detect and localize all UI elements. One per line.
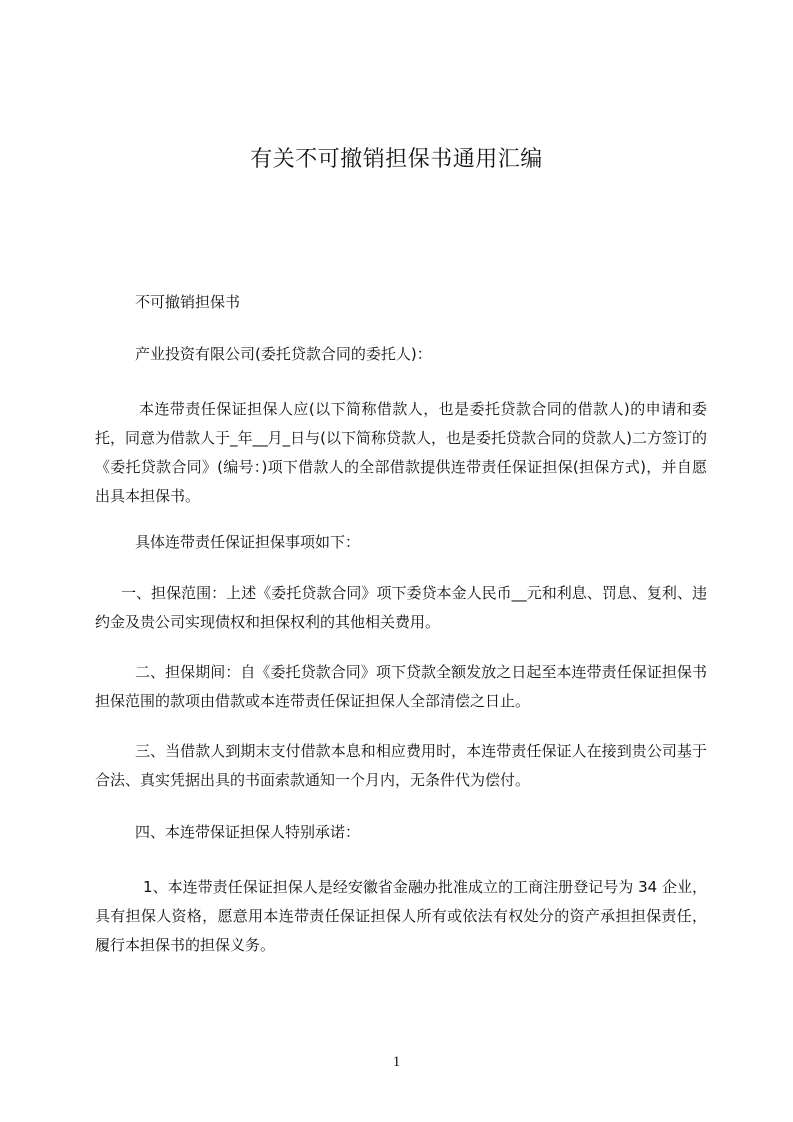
- addressee: 产业投资有限公司(委托贷款合同的委托人)：: [135, 345, 432, 363]
- document-title: 有关不可撤销担保书通用汇编: [250, 147, 543, 172]
- subtitle: 不可撤销担保书: [135, 293, 241, 311]
- intro-paragraph: 本连带责任保证担保人应(以下简称借款人，也是委托贷款合同的借款人)的申请和委托，同意为借款人于_年__月_日与(以下简称贷款人，也是委托贷款合同的贷款人)二方签订的《委托贷款合同》(编号：)项下借款人的全部借款提供连带责任保证担保(担保方式)，并自愿出具本担保书。: [95, 400, 707, 505]
- commitment-item-1: 1、本连带责任保证担保人是经安徽省金融办批准成立的工商注册登记号为 34 企业，具有担保人资格，愿意用本连带责任保证担保人所有或依法有权处分的资产承担担保责任，履行本担保书的担保义务。: [95, 878, 707, 954]
- page-number: 1: [392, 1054, 401, 1070]
- clause-2-period: 二、担保期间：自《委托贷款合同》项下贷款全额发放之日起至本连带责任保证担保书担保范围的款项由借款或本连带责任保证担保人全部清偿之日止。: [95, 663, 707, 710]
- clause-1-scope: 一、担保范围：上述《委托贷款合同》项下委贷本金人民币__元和利息、罚息、复利、违约金及贵公司实现债权和担保权利的其他相关费用。: [95, 584, 707, 631]
- clause-3-payment: 三、当借款人到期末支付借款本息和相应费用时，本连带责任保证人在接到贵公司基于合法、真实凭据出具的书面索款通知一个月内，无条件代为偿付。: [95, 742, 707, 789]
- clause-4-commitment: 四、本连带保证担保人特别承诺：: [135, 823, 361, 841]
- items-heading: 具体连带责任保证担保事项如下：: [135, 533, 361, 551]
